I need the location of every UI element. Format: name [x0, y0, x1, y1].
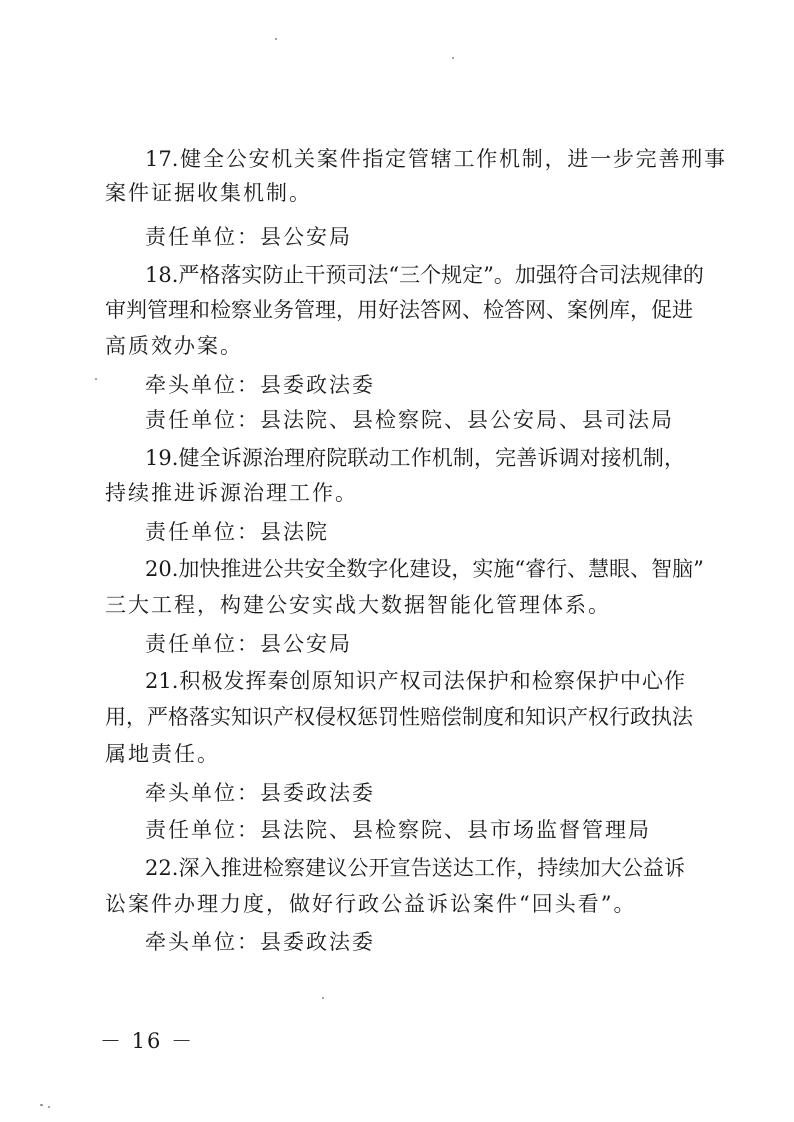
item-21-line-3: 属地责任。: [105, 742, 220, 766]
scan-speck: [95, 378, 97, 380]
item-22-line-2: 讼案件办理力度，做好行政公益诉讼案件“回头看”。: [105, 892, 637, 916]
item-22-line-1: 22.深入推进检察建议公开宣告送达工作，持续加大公益诉: [145, 856, 685, 880]
item-17-line-2: 案件证据收集机制。: [105, 181, 312, 205]
scan-speck: [322, 997, 324, 999]
item-18-line-2: 审判管理和检察业务管理，用好法答网、检答网、案例库，促进: [105, 298, 693, 322]
item-17-responsible-unit: 责任单位：县公安局: [145, 225, 352, 249]
item-21-responsible-unit: 责任单位：县法院、县检察院、县市场监督管理局: [145, 818, 651, 842]
item-19-responsible-unit: 责任单位：县法院: [145, 520, 329, 544]
item-22-lead-unit: 牵头单位：县委政法委: [145, 930, 375, 954]
item-20-line-1: 20.加快推进公共安全数字化建设，实施“睿行、慧眼、智脑”: [145, 557, 704, 581]
item-18-lead-unit: 牵头单位：县委政法委: [145, 373, 375, 397]
item-21-line-1: 21.积极发挥秦创原知识产权司法保护和检察保护中心作: [145, 669, 685, 693]
item-21-line-2: 用，严格落实知识产权侵权惩罚性赔偿制度和知识产权行政执法: [105, 705, 693, 729]
scan-speck: [275, 38, 277, 40]
item-20-responsible-unit: 责任单位：县公安局: [145, 632, 352, 656]
item-17-line-1: 17.健全公安机关案件指定管辖工作机制，进一步完善刑事: [145, 147, 725, 171]
item-19-line-1: 19.健全诉源治理府院联动工作机制，完善诉调对接机制，: [145, 446, 685, 470]
item-20-line-2: 三大工程，构建公安实战大数据智能化管理体系。: [105, 593, 611, 617]
scan-speck: [452, 57, 454, 59]
item-18-line-3: 高质效办案。: [105, 334, 243, 358]
scan-speck: [48, 1106, 50, 1108]
page-number: － 16 －: [100, 1029, 195, 1053]
item-19-line-2: 持续推进诉源治理工作。: [105, 481, 358, 505]
item-18-line-1: 18.严格落实防止干预司法“三个规定”。加强符合司法规律的: [145, 263, 704, 287]
item-18-responsible-unit: 责任单位：县法院、县检察院、县公安局、县司法局: [145, 408, 674, 432]
item-21-lead-unit: 牵头单位：县委政法委: [145, 781, 375, 805]
scan-speck: [40, 1104, 43, 1106]
